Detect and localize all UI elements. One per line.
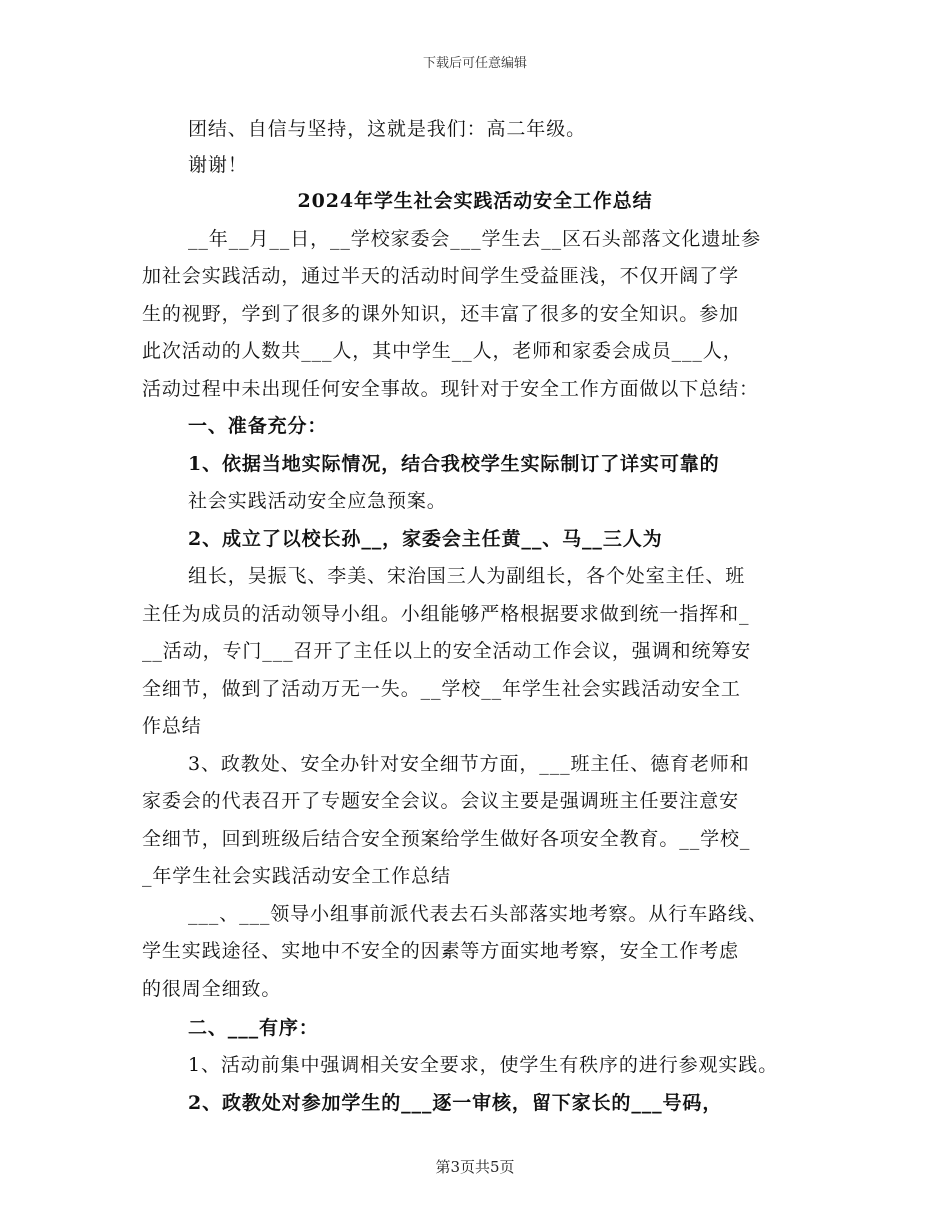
text-line: 团结、自信与坚持，这就是我们：高二年级。 <box>188 118 587 140</box>
text-line: _年学生社会实践活动安全工作总结 <box>142 865 451 887</box>
text-line: 主任为成员的活动领导小组。小组能够严格根据要求做到统一指挥和_ <box>142 603 750 625</box>
text-line: 加社会实践活动，通过半天的活动时间学生受益匪浅，不仅开阔了学 <box>142 265 740 287</box>
text-line: 1、活动前集中强调相关安全要求，使学生有秩序的进行参观实践。 <box>188 1054 779 1076</box>
text-line: __活动，专门___召开了主任以上的安全活动工作会议，强调和统筹安 <box>142 640 752 662</box>
text-line: 生的视野，学到了很多的课外知识，还丰富了很多的安全知识。参加 <box>142 303 740 325</box>
text-line: 活动过程中未出现任何安全事故。现针对于安全工作方面做以下总结： <box>142 378 759 400</box>
section-title: 2024年学生社会实践活动安全工作总结 <box>297 190 653 212</box>
heading-one: 一、准备充分： <box>188 415 328 437</box>
text-line: 的很周全细致。 <box>142 978 282 1000</box>
text-line: 全细节，做到了活动万无一失。__学校__年学生社会实践活动安全工 <box>142 678 741 700</box>
text-line: 3、政教处、安全办针对安全细节方面，___班主任、德育老师和 <box>188 753 750 775</box>
text-line: 学生实践途径、实地中不安全的因素等方面实地考察，安全工作考虑 <box>142 940 740 962</box>
text-line: 此次活动的人数共___人，其中学生__人，老师和家委会成员___人， <box>142 340 743 362</box>
text-line-bold: 2、成立了以校长孙__，家委会主任黄__、马__三人为 <box>188 528 663 550</box>
text-line: 谢谢！ <box>188 154 248 176</box>
text-line: 组长，吴振飞、李美、宋治国三人为副组长，各个处室主任、班 <box>188 565 746 587</box>
page-footer: 第3页共5页 <box>435 1158 515 1176</box>
text-line: 全细节，回到班级后结合安全预案给学生做好各项安全教育。__学校_ <box>142 828 751 850</box>
text-line-bold: 1、依据当地实际情况，结合我校学生实际制订了详实可靠的 <box>188 453 720 475</box>
text-line: 家委会的代表召开了专题安全会议。会议主要是强调班主任要注意安 <box>142 790 740 812</box>
text-line-bold: 2、政教处对参加学生的___逐一审核，留下家长的___号码， <box>188 1092 723 1114</box>
text-line: __年__月__日，__学校家委会___学生去__区石头部落文化遗址参 <box>188 228 762 250</box>
page-header: 下载后可任意编辑 <box>422 56 527 71</box>
text-line: 社会实践活动安全应急预案。 <box>188 490 447 512</box>
heading-two: 二、___有序： <box>188 1017 319 1039</box>
text-line: 作总结 <box>142 715 202 737</box>
text-line: ___、___领导小组事前派代表去石头部落实地考察。从行车路线、 <box>188 903 768 925</box>
